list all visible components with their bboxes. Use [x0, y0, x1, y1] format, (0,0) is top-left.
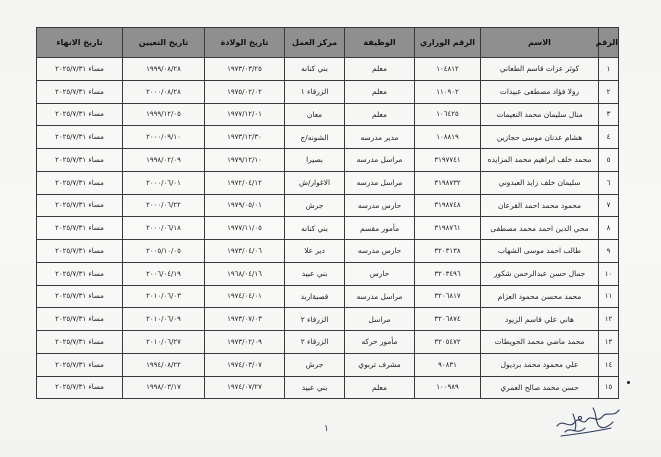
cell-seq: ١٠: [599, 262, 619, 285]
cell-appointment-date: ١٩٩٨/٠٢/٠٩: [123, 149, 205, 172]
cell-birth-date: ١٩٧٤/٠٣/٠٧: [205, 353, 285, 376]
cell-seq: ٥: [599, 149, 619, 172]
cell-work-center: الشونه/ج: [285, 126, 345, 149]
cell-work-center: بني عبيد: [285, 376, 345, 399]
cell-birth-date: ١٩٧٣/٠٢/٠٩: [205, 331, 285, 354]
cell-end-date: مساء ٢٠٢٥/٧/٣١: [37, 80, 123, 103]
cell-appointment-date: ٢٠٠٦/٠٤/١٩: [123, 262, 205, 285]
cell-job: مراسل مدرسه: [345, 285, 415, 308]
cell-name: محمد ماضي محمد الحويطات: [481, 331, 599, 354]
cell-seq: ٨: [599, 217, 619, 240]
cell-seq: ١٥: [599, 376, 619, 399]
header-work-center: مركز العمل: [285, 28, 345, 58]
cell-appointment-date: ٢٠١٠/٠٦/٠٣: [123, 285, 205, 308]
cell-ministry-no: ٣١٩٧٧٤١: [415, 149, 481, 172]
table-row: [37, 331, 619, 354]
header-seq: الرقم: [599, 28, 619, 58]
table-row: [37, 376, 619, 399]
cell-seq: ١١: [599, 285, 619, 308]
cell-work-center: دير علا: [285, 240, 345, 263]
cell-ministry-no: ٣١٩٨٧٣٢: [415, 171, 481, 194]
cell-name: محي الدين احمد محمد مصطفى: [481, 217, 599, 240]
cell-work-center: قصبةاربد: [285, 285, 345, 308]
cell-appointment-date: ٢٠٠٥/١٠/٠٥: [123, 240, 205, 263]
cell-seq: ٢: [599, 80, 619, 103]
cell-birth-date: ١٩٧٧/١٢/٠١: [205, 103, 285, 126]
cell-job: مأمور مقسم: [345, 217, 415, 240]
cell-birth-date: ١٩٧٤/٠٤/٠١: [205, 285, 285, 308]
cell-appointment-date: ٢٠٠٠/٠٦/١٨: [123, 217, 205, 240]
cell-birth-date: ١٩٧٥/٠٢/٠٢: [205, 80, 285, 103]
cell-job: مراسل مدرسه: [345, 171, 415, 194]
cell-end-date: مساء ٢٠٢٥/٧/٣١: [37, 308, 123, 331]
cell-name: طالب احمد موسى الشهاب: [481, 240, 599, 263]
cell-end-date: مساء ٢٠٢٥/٧/٣١: [37, 171, 123, 194]
cell-ministry-no: ١٠٠٩٨٩: [415, 376, 481, 399]
cell-ministry-no: ٣١٩٨٧٦١: [415, 217, 481, 240]
cell-seq: ١٤: [599, 353, 619, 376]
cell-ministry-no: ١٠٦٤٢٥: [415, 103, 481, 126]
cell-name: محمد محسن محمود العزام: [481, 285, 599, 308]
cell-job: حارس مدرسه: [345, 240, 415, 263]
table-row: [37, 285, 619, 308]
cell-ministry-no: ٩٠٨٣١: [415, 353, 481, 376]
cell-seq: ١٢: [599, 308, 619, 331]
cell-job: معلم: [345, 376, 415, 399]
cell-ministry-no: ٣١٩٨٧٤٨: [415, 194, 481, 217]
cell-name: كوثر عزات قاسم الطعاني: [481, 58, 599, 81]
header-name: الاسم: [481, 28, 599, 58]
cell-ministry-no: ١٠٤٨١٢: [415, 58, 481, 81]
cell-ministry-no: ٣٢٠٣١٣٨: [415, 240, 481, 263]
cell-work-center: بني كنانه: [285, 58, 345, 81]
cell-name: حسن محمد صالح العمري: [481, 376, 599, 399]
cell-work-center: جرش: [285, 194, 345, 217]
cell-job: مراسل: [345, 308, 415, 331]
cell-work-center: جرش: [285, 353, 345, 376]
table-row: [37, 126, 619, 149]
cell-birth-date: ١٩٧٣/٠٤/٠٦: [205, 240, 285, 263]
cell-appointment-date: ٢٠٠٠/٠٨/٢٨: [123, 80, 205, 103]
table-row: [37, 194, 619, 217]
cell-birth-date: ١٩٧٤/٠٧/٢٧: [205, 376, 285, 399]
cell-name: محمد خلف ابراهيم محمد المزايده: [481, 149, 599, 172]
header-appointment-date: تاريخ التعيين: [123, 28, 205, 58]
cell-seq: ٣: [599, 103, 619, 126]
cell-ministry-no: ٣٢٠٣٤٩٦: [415, 262, 481, 285]
cell-birth-date: ١٩٧٧/١١/٠٥: [205, 217, 285, 240]
cell-seq: ٦: [599, 171, 619, 194]
page-number: ١: [324, 424, 329, 434]
cell-seq: ١: [599, 58, 619, 81]
cell-appointment-date: ٢٠١٠/٠٦/٠٩: [123, 308, 205, 331]
cell-work-center: بصيرا: [285, 149, 345, 172]
cell-end-date: مساء ٢٠٢٥/٧/٣١: [37, 149, 123, 172]
cell-birth-date: ١٩٧٩/٠٥/٠١: [205, 194, 285, 217]
cell-end-date: مساء ٢٠٢٥/٧/٣١: [37, 126, 123, 149]
cell-work-center: الاغوار/ش: [285, 171, 345, 194]
cell-end-date: مساء ٢٠٢٥/٧/٣١: [37, 194, 123, 217]
table-row: [37, 240, 619, 263]
cell-end-date: مساء ٢٠٢٥/٧/٣١: [37, 217, 123, 240]
signature: [553, 396, 625, 444]
cell-birth-date: ١٩٧٣/١٢/٣٠: [205, 126, 285, 149]
table-row: [37, 353, 619, 376]
cell-end-date: مساء ٢٠٢٥/٧/٣١: [37, 331, 123, 354]
cell-appointment-date: ١٩٩٨/٠٣/١٧: [123, 376, 205, 399]
ink-dot: [627, 381, 630, 384]
cell-birth-date: ١٩٧٣/٠٧/٠٣: [205, 308, 285, 331]
cell-appointment-date: ٢٠١٠/٠٦/٢٧: [123, 331, 205, 354]
cell-work-center: بني كنانه: [285, 217, 345, 240]
header-job: الوظيفة: [345, 28, 415, 58]
cell-end-date: مساء ٢٠٢٥/٧/٣١: [37, 262, 123, 285]
table-row: [37, 80, 619, 103]
cell-seq: ٧: [599, 194, 619, 217]
table-row: [37, 149, 619, 172]
cell-end-date: مساء ٢٠٢٥/٧/٣١: [37, 58, 123, 81]
cell-seq: ٤: [599, 126, 619, 149]
cell-ministry-no: ١٠٨٨١٩: [415, 126, 481, 149]
cell-ministry-no: ٣٢٠٥٤٧٢: [415, 331, 481, 354]
header-ministry-no: الرقم الوزاري: [415, 28, 481, 58]
cell-name: هشام عدنان موسى حجازين: [481, 126, 599, 149]
table-row: [37, 103, 619, 126]
cell-name: علي محمود محمد برديول: [481, 353, 599, 376]
cell-job: مراسل مدرسه: [345, 149, 415, 172]
table-body: [37, 58, 619, 399]
cell-end-date: مساء ٢٠٢٥/٧/٣١: [37, 103, 123, 126]
cell-appointment-date: ٢٠٠٠/٠٩/١٠: [123, 126, 205, 149]
table-row: [37, 217, 619, 240]
cell-name: جمال حسن عبدالرحمن شكور: [481, 262, 599, 285]
cell-end-date: مساء ٢٠٢٥/٧/٣١: [37, 353, 123, 376]
cell-job: معلم: [345, 103, 415, 126]
cell-work-center: معان: [285, 103, 345, 126]
cell-job: مأمور حركه: [345, 331, 415, 354]
cell-job: معلم: [345, 58, 415, 81]
cell-job: حارس: [345, 262, 415, 285]
cell-ministry-no: ١١٠٩٠٢: [415, 80, 481, 103]
cell-appointment-date: ٢٠٠٠/٠٦/٠١: [123, 171, 205, 194]
table-header-row: [37, 28, 619, 58]
table-row: [37, 308, 619, 331]
cell-ministry-no: ٣٢٠٦٨١٧: [415, 285, 481, 308]
cell-job: معلم: [345, 80, 415, 103]
cell-ministry-no: ٣٢٠٦٨٧٤: [415, 308, 481, 331]
header-end-date: تاريخ الانهاء: [37, 28, 123, 58]
cell-birth-date: ١٩٧٢/٠٤/١٢: [205, 171, 285, 194]
cell-appointment-date: ١٩٩٩/٠٨/٢٨: [123, 58, 205, 81]
header-birth-date: تاريخ الولادة: [205, 28, 285, 58]
cell-name: محمود محمد احمد القرعان: [481, 194, 599, 217]
table-row: [37, 58, 619, 81]
cell-name: منال سليمان محمد النعيمات: [481, 103, 599, 126]
cell-appointment-date: ١٩٩٤/٠٨/٢٢: [123, 353, 205, 376]
cell-seq: ٩: [599, 240, 619, 263]
cell-name: رولا فؤاد مصطفى عبيدات: [481, 80, 599, 103]
cell-job: مدير مدرسه: [345, 126, 415, 149]
table-row: [37, 262, 619, 285]
cell-birth-date: ١٩٧٩/١٢/١٠: [205, 149, 285, 172]
cell-birth-date: ١٩٦٨/٠٤/١٦: [205, 262, 285, 285]
cell-end-date: مساء ٢٠٢٥/٧/٣١: [37, 285, 123, 308]
cell-appointment-date: ٢٠٠٠/٠٦/٢٢: [123, 194, 205, 217]
cell-job: حارس مدرسه: [345, 194, 415, 217]
cell-name: سليمان خلف زايد العبدوني: [481, 171, 599, 194]
cell-work-center: الزرقاء ٢: [285, 331, 345, 354]
cell-name: هاني علي قاسم الزيود: [481, 308, 599, 331]
cell-seq: ١٣: [599, 331, 619, 354]
table-row: [37, 171, 619, 194]
cell-end-date: مساء ٢٠٢٥/٧/٣١: [37, 376, 123, 399]
cell-birth-date: ١٩٧٣/٠٣/٢٥: [205, 58, 285, 81]
cell-work-center: بني عبيد: [285, 262, 345, 285]
cell-appointment-date: ١٩٩٩/١٢/٠٥: [123, 103, 205, 126]
cell-work-center: الزرقاء ٢: [285, 308, 345, 331]
cell-job: مشرف تربوي: [345, 353, 415, 376]
cell-end-date: مساء ٢٠٢٥/٧/٣١: [37, 240, 123, 263]
cell-work-center: الزرقاء ١: [285, 80, 345, 103]
employees-table: [36, 27, 619, 399]
